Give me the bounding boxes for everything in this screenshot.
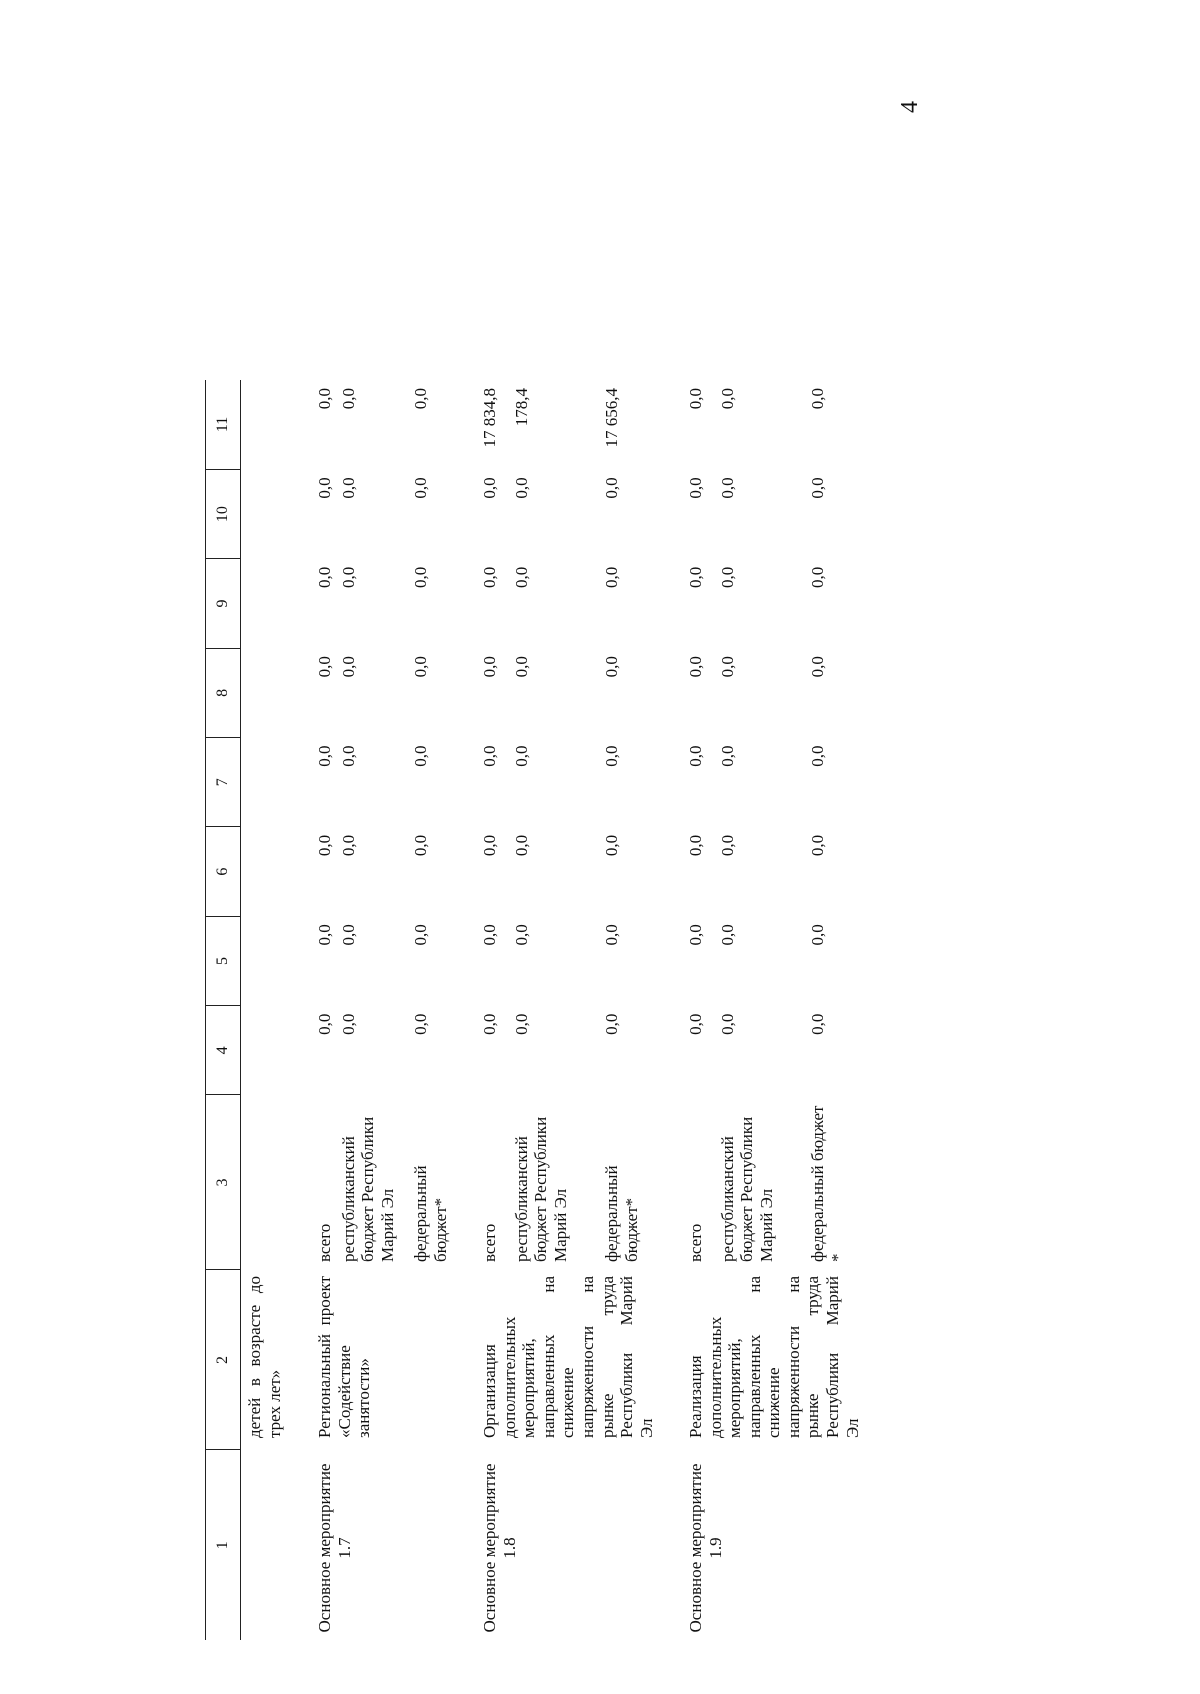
value-cell: 17 834,8 <box>480 388 500 448</box>
value-cell: 0,0 <box>480 745 500 767</box>
value-cell: 0,0 <box>411 745 431 767</box>
value-cell: 0,0 <box>338 1013 358 1035</box>
value-cell: 0,0 <box>807 388 827 410</box>
value-cell: 0,0 <box>807 924 827 946</box>
value-cell: 0,0 <box>807 477 827 499</box>
value-cell: 0,0 <box>315 834 334 857</box>
column-header: 6 <box>206 827 241 916</box>
value-cell: 0,0 <box>602 1013 622 1035</box>
funding-table <box>205 380 862 1640</box>
funding-source: республиканский бюджет Республики Марий Эл <box>717 1116 776 1262</box>
value-cell: 0,0 <box>807 745 827 767</box>
value-cell: 0,0 <box>511 656 531 678</box>
value-cell: 0,0 <box>511 924 531 946</box>
value-cell: 0,0 <box>807 566 827 588</box>
value-cell: 0,0 <box>338 834 358 857</box>
column-header: 3 <box>206 1095 241 1270</box>
value-cell: 0,0 <box>602 924 622 946</box>
value-cell: 0,0 <box>686 656 706 678</box>
column-header: 5 <box>206 916 241 1005</box>
value-cell: 0,0 <box>807 1013 827 1035</box>
measure-description: Организация дополнительных мероприятий, направленных на снижение напряженности на рынке труда Республики Марий Эл <box>480 1276 656 1438</box>
value-cell: 0,0 <box>480 566 500 588</box>
value-cell: 0,0 <box>480 834 500 857</box>
column-header: 10 <box>206 469 241 558</box>
value-cell: 0,0 <box>717 566 737 588</box>
value-cell: 17 656,4 <box>602 388 622 448</box>
value-cell: 0,0 <box>511 477 531 499</box>
value-cell: 0,0 <box>315 477 334 499</box>
value-cell: 0,0 <box>411 656 431 678</box>
value-cell: 0,0 <box>686 834 706 857</box>
value-cell: 0,0 <box>717 924 737 946</box>
value-cell: 0,0 <box>338 477 358 499</box>
value-cell: 0,0 <box>315 656 334 678</box>
value-cell: 0,0 <box>411 388 431 410</box>
column-number-row <box>206 380 241 1640</box>
value-cell: 0,0 <box>411 834 431 857</box>
funding-source: республиканский бюджет Республики Марий Эл <box>511 1116 570 1262</box>
value-cell: 0,0 <box>717 834 737 857</box>
value-cell: 0,0 <box>480 477 500 499</box>
value-cell: 0,0 <box>315 745 334 767</box>
value-cell: 0,0 <box>315 924 334 946</box>
funding-source: федеральный бюджет* <box>411 1165 450 1262</box>
value-cell: 0,0 <box>411 477 431 499</box>
column-header: 1 <box>206 1450 241 1640</box>
value-cell: 0,0 <box>686 924 706 946</box>
value-cell: 0,0 <box>338 388 358 410</box>
value-cell: 0,0 <box>602 477 622 499</box>
value-cell: 0,0 <box>686 477 706 499</box>
value-cell: 0,0 <box>686 388 706 410</box>
value-cell: 0,0 <box>480 656 500 678</box>
column-header: 11 <box>206 380 241 469</box>
value-cell: 0,0 <box>480 1013 500 1035</box>
measure-label: Основное мероприятие 1.9 <box>686 1463 725 1633</box>
value-cell: 0,0 <box>338 924 358 946</box>
value-cell: 0,0 <box>338 745 358 767</box>
funding-source: всего <box>315 1223 334 1262</box>
value-cell: 0,0 <box>315 1013 334 1035</box>
column-header: 8 <box>206 648 241 737</box>
value-cell: 0,0 <box>338 566 358 588</box>
value-cell: 0,0 <box>602 656 622 678</box>
value-cell: 0,0 <box>686 745 706 767</box>
value-cell: 0,0 <box>807 834 827 857</box>
value-cell: 0,0 <box>717 388 737 410</box>
column-header: 7 <box>206 738 241 827</box>
continuation-row <box>241 380 308 1640</box>
value-cell: 0,0 <box>602 745 622 767</box>
measure-description: Региональный проект «Содействие занятости» <box>315 1276 374 1438</box>
value-cell: 0,0 <box>411 924 431 946</box>
measure-description: Реализация дополнительных мероприятий, направленных на снижение напряженности на рынке труда Республики Марий Эл <box>686 1276 862 1438</box>
continuation-text: детей в возрасте до трех лет» <box>245 1276 284 1438</box>
measure-label: Основное мероприятие 1.7 <box>315 1463 354 1633</box>
value-cell: 0,0 <box>511 834 531 857</box>
table-row <box>472 380 507 1640</box>
value-cell: 0,0 <box>411 566 431 588</box>
value-cell: 0,0 <box>511 1013 531 1035</box>
value-cell: 0,0 <box>807 656 827 678</box>
value-cell: 0,0 <box>717 477 737 499</box>
value-cell: 178,4 <box>511 388 531 427</box>
value-cell: 0,0 <box>717 1013 737 1035</box>
value-cell: 0,0 <box>686 1013 706 1035</box>
value-cell: 0,0 <box>511 745 531 767</box>
column-header: 4 <box>206 1006 241 1095</box>
column-header: 2 <box>206 1270 241 1450</box>
value-cell: 0,0 <box>338 656 358 678</box>
page-number: 4 <box>897 101 923 113</box>
funding-source: республиканский бюджет Республики Марий Эл <box>338 1116 397 1262</box>
table-container <box>205 380 985 1640</box>
table-row <box>678 380 713 1640</box>
value-cell: 0,0 <box>602 834 622 857</box>
value-cell: 0,0 <box>717 745 737 767</box>
funding-source: всего <box>480 1223 500 1262</box>
value-cell: 0,0 <box>511 566 531 588</box>
column-header: 9 <box>206 559 241 648</box>
value-cell: 0,0 <box>480 924 500 946</box>
value-cell: 0,0 <box>686 566 706 588</box>
measure-label: Основное мероприятие 1.8 <box>480 1463 519 1633</box>
table-row <box>307 380 335 1640</box>
value-cell: 0,0 <box>315 388 334 410</box>
funding-source: всего <box>686 1223 706 1262</box>
value-cell: 0,0 <box>411 1013 431 1035</box>
value-cell: 0,0 <box>717 656 737 678</box>
funding-source: федеральный бюджет* <box>602 1165 641 1262</box>
value-cell: 0,0 <box>315 566 334 588</box>
value-cell: 0,0 <box>602 566 622 588</box>
funding-source: федеральный бюджет * <box>807 1105 847 1262</box>
